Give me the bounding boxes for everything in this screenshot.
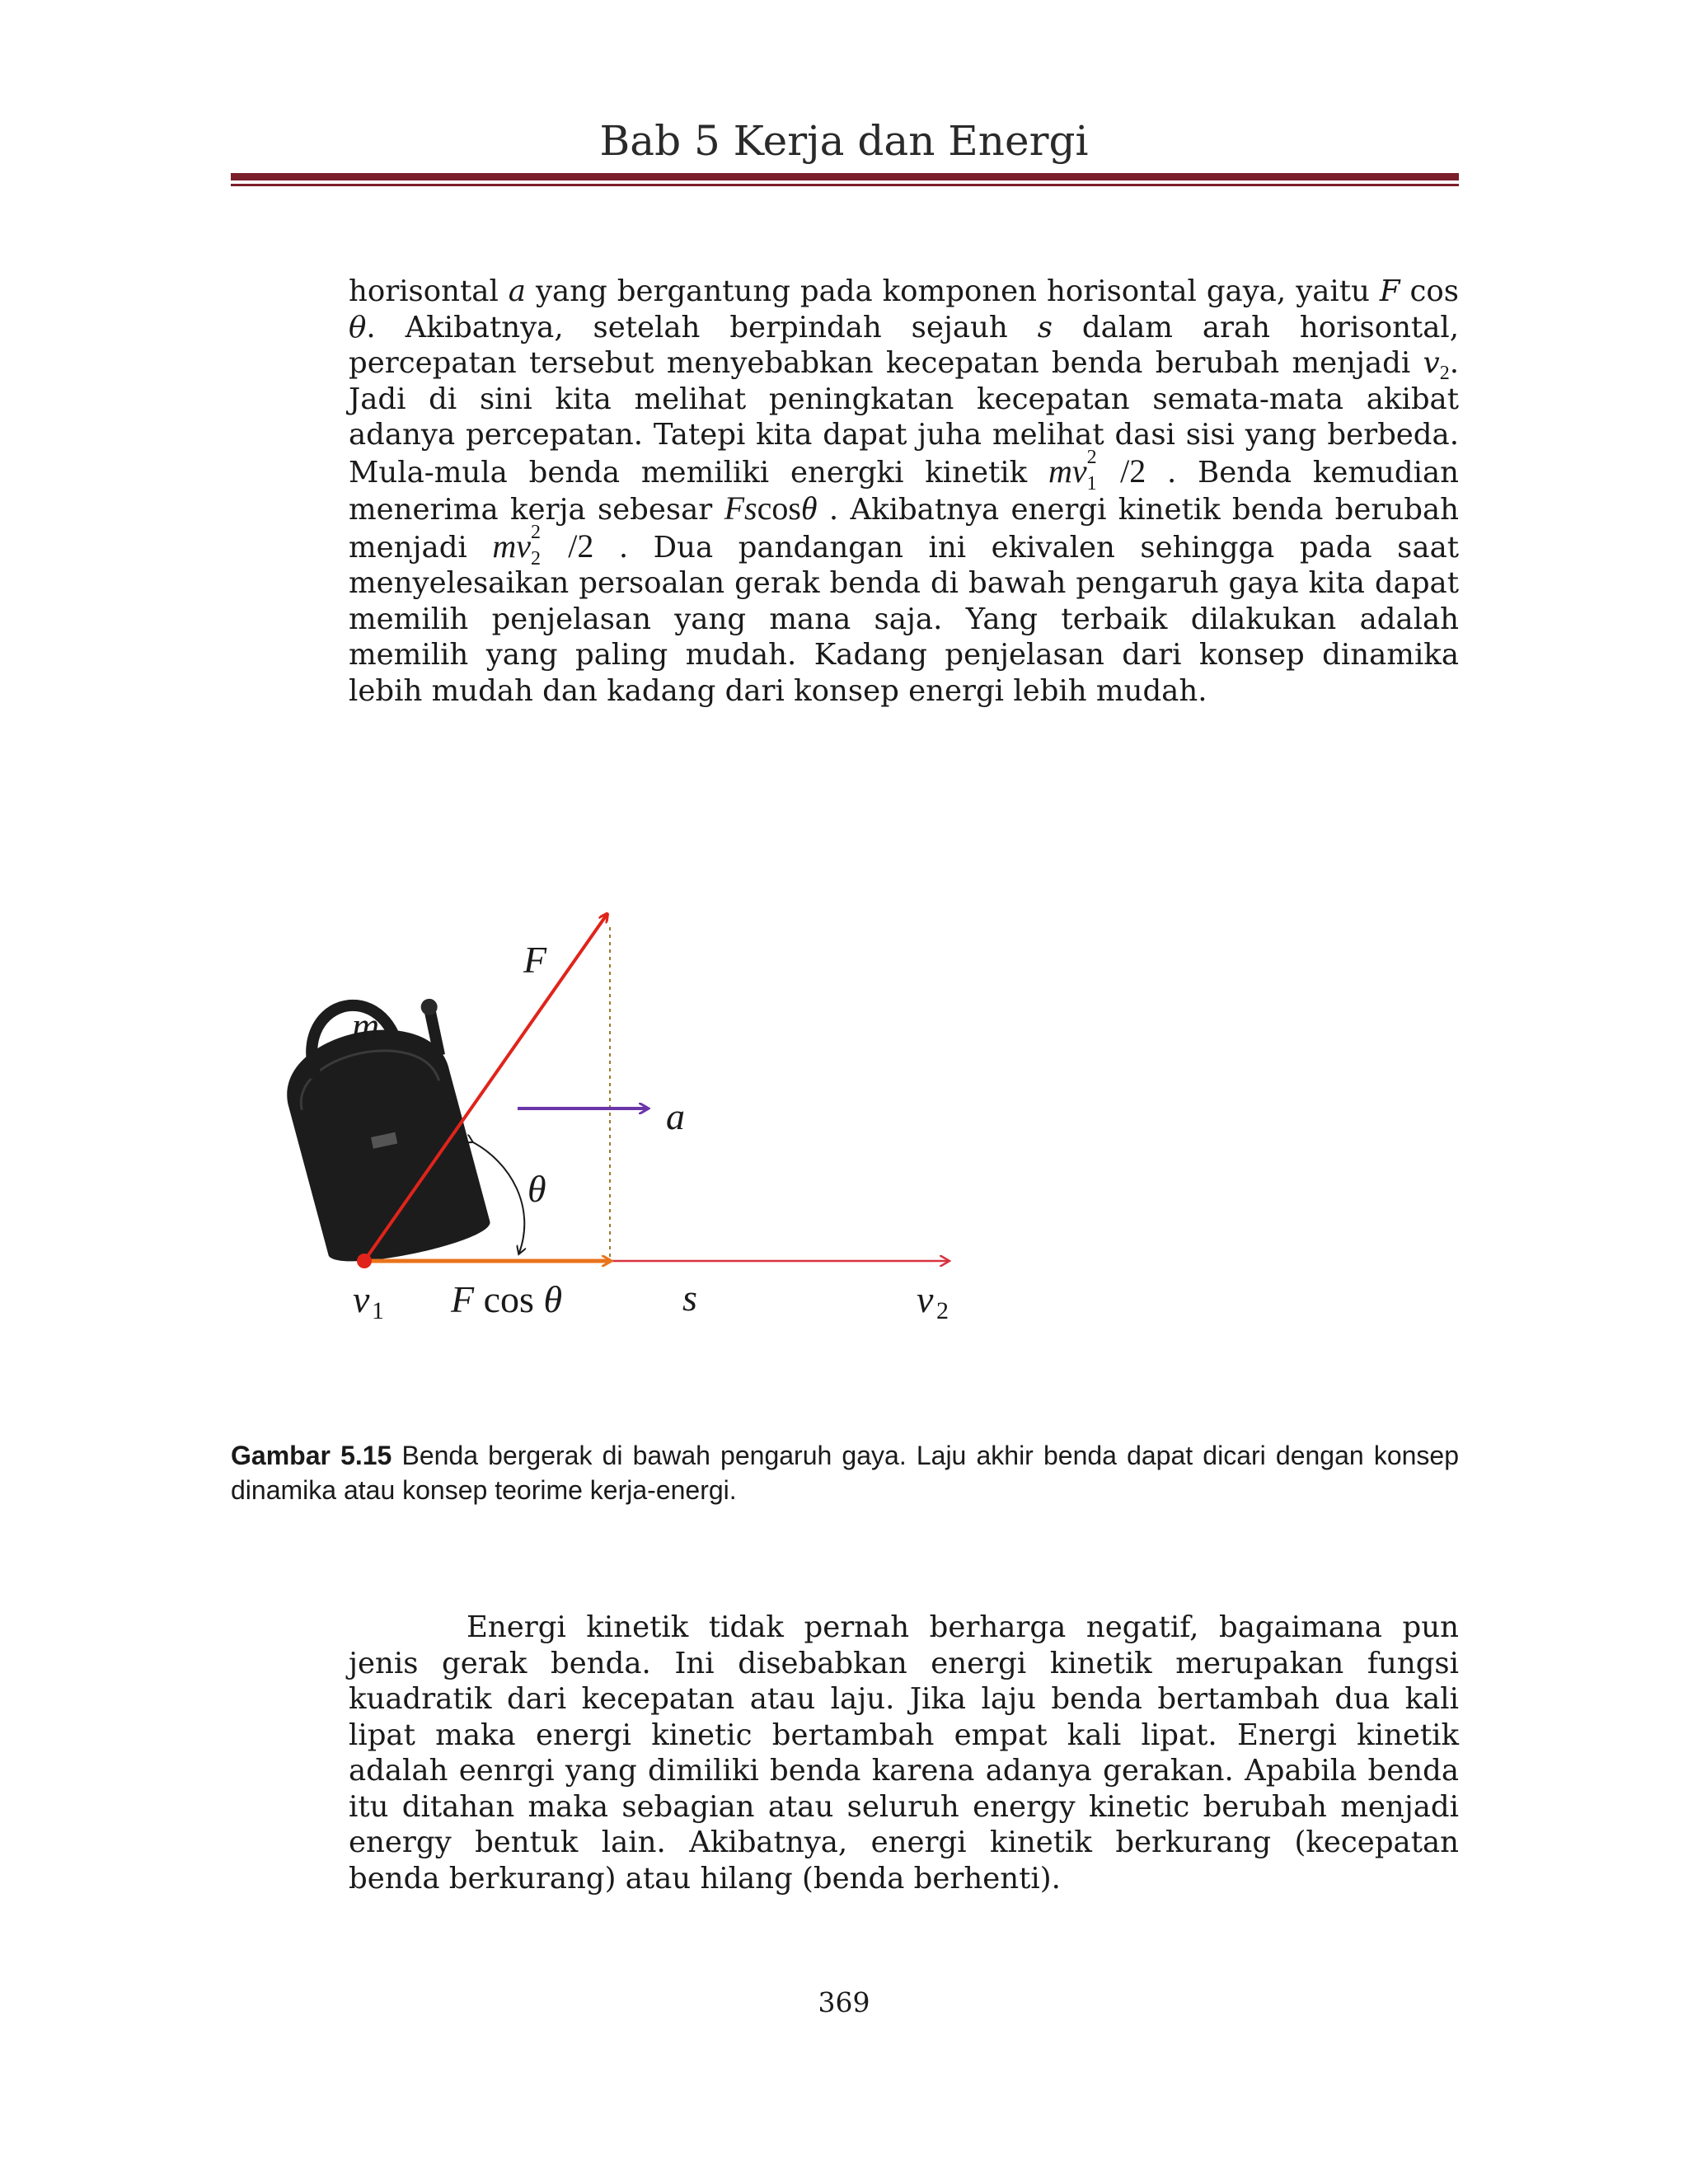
caption-text: Benda bergerak di bawah pengaruh gaya. Laju akhir benda dapat dicari dengan konsep dinamika atau konsep teorime kerja-energi. (231, 1441, 1460, 1505)
paragraph-1: horisontal a yang bergantung pada komponen horisontal gaya, yaitu F cos θ. Akibatnya, setelah berpindah sejauh s dalam arah horisontal, percepatan tersebut menyebabkan kecepatan benda berubah menjadi $v_2$. Jadi di sini kita melihat peningkatan kecepatan semata-mata akibat adanya percepatan. Tatepi kita dapat juha melihat dasi sisi yang berbeda. Mula-mula benda memiliki energki kinetik mv 2 1 /2 . Benda kemudian menerima kerja sebesar Fscosθ . Akibatnya energi kinetik benda berubah menjadi mv 2 2 /2 . Dua pandangan ini ekivalen sehingga pada saat menyelesaikan persoalan gerak benda di bawah pengaruh gaya kita dapat memilih penjelasan yang mana saja. Yang terbaik dilakukan adalah memilih yang paling mudah. Kadang penjelasan dari konsep dinamika lebih mudah dan kadang dari konsep energi lebih mudah. (349, 274, 1460, 708)
text-run: . Benda kemudian menerima kerja sebesar (349, 455, 1459, 527)
eq1-tail: /2 (1100, 452, 1146, 490)
origin-point (357, 1254, 372, 1268)
caption-label: Gambar 5.15 (231, 1441, 392, 1470)
header-rule-thin (231, 184, 1459, 186)
header-rule-thick (231, 173, 1459, 180)
text-run: . Akibatnya energi kinetik benda berubah menjadi (349, 493, 1459, 565)
text-run: . Akibatnya, setelah berpindah sejauh (366, 310, 1038, 344)
text-run: yang bergantung pada komponen horisontal gaya, yaitu (525, 274, 1380, 308)
math-var-a: a (508, 274, 526, 308)
figure-caption (231, 1438, 1459, 1507)
math-var-theta: θ (349, 310, 367, 344)
label-a: a (666, 1095, 685, 1137)
text-run: . Jadi di sini kita melihat peningkatan kecepatan semata-mata akibat adanya percepatan. Tatepi kita dapat juha melihat dasi sisi yang berbeda. Mula-mula benda memiliki energki kinetik (349, 346, 1459, 490)
page-number: 369 (818, 1986, 870, 2018)
eq1-mv: mv (1048, 452, 1087, 490)
math-var-s: s (1037, 310, 1053, 344)
force-diagram-svg (247, 890, 989, 1352)
eq2-theta: θ (800, 490, 818, 527)
math-var-F: F (1379, 274, 1400, 308)
eq2-Fs: Fs (724, 490, 757, 527)
text-run: horisontal (349, 274, 509, 308)
text-run: . Dua pandangan ini ekivalen sehingga pada saat menyelesaikan persoalan gerak benda di bawah pengaruh gaya kita dapat memilih penjelasan yang mana saja. Yang terbaik dilakukan adalah memilih yang paling mudah. Kadang penjelasan dari konsep dinamika lebih mudah dan kadang dari konsep energi lebih mudah. (349, 530, 1459, 708)
figure-force-diagram (247, 890, 989, 1352)
text-run: dalam arah horisontal, percepatan tersebut menyebabkan kecepatan benda berubah menjadi (349, 310, 1460, 380)
label-m: m (352, 1005, 380, 1047)
label-v2: v (917, 1278, 934, 1320)
text-run: cos (1400, 274, 1459, 308)
label-v1-sub: 1 (372, 1297, 384, 1324)
eq3-mv: mv (492, 527, 531, 565)
math-sub: 2 (1439, 363, 1450, 385)
math-var-v2: v (1423, 346, 1440, 380)
label-v1: v (353, 1278, 370, 1320)
label-theta: θ (528, 1168, 546, 1210)
chapter-header-title: Bab 5 Kerja dan Energi (599, 117, 1089, 165)
bag-icon (270, 986, 493, 1272)
label-v2-sub: 2 (936, 1297, 949, 1324)
eq2-cos: cos (757, 490, 801, 527)
label-F-cos-theta: F cos θ (451, 1278, 563, 1320)
paragraph-2: Energi kinetik tidak pernah berharga negatif, bagaimana pun jenis gerak benda. Ini disebabkan energi kinetik merupakan fungsi kuadratik dari kecepatan atau laju. Jika laju benda bertambah dua kali lipat maka energi kinetic bertambah empat kali lipat. Energi kinetik adalah eenrgi yang dimiliki benda karena adanya gerakan. Apabila benda itu ditahan maka sebagian atau seluruh energy kinetic berubah menjadi energy bentuk lain. Akibatnya, energi kinetik berkurang (kecepatan benda berkurang) atau hilang (benda berhenti). (349, 1610, 1459, 1896)
label-s: s (682, 1277, 697, 1319)
eq3-tail: /2 (543, 527, 594, 565)
label-F: F (523, 939, 547, 981)
